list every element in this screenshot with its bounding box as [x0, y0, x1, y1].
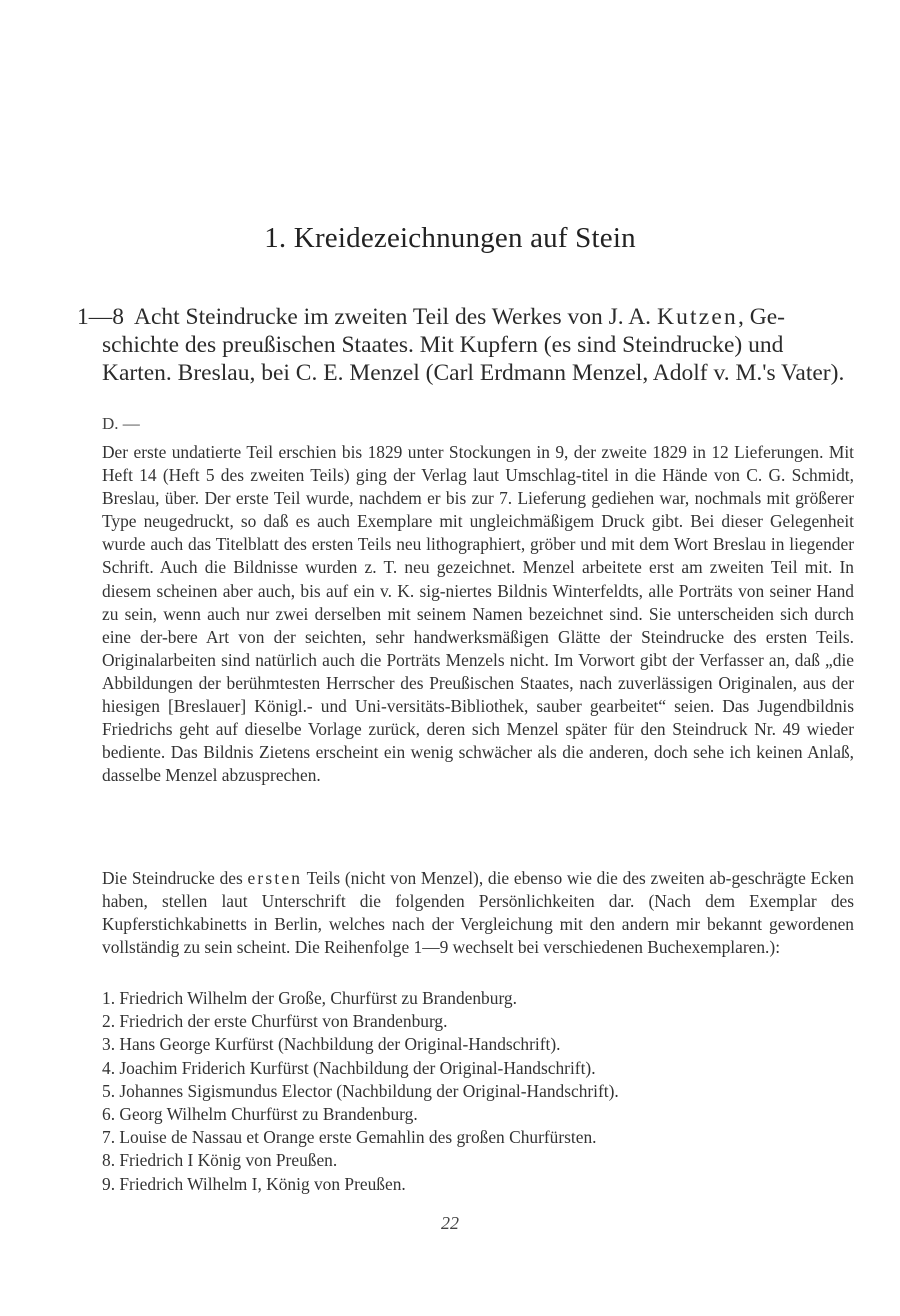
- paragraph-first-part-emphasis: ersten: [247, 868, 303, 888]
- entry-number: 1—8: [77, 304, 124, 330]
- list-item: 4. Joachim Friderich Kurfürst (Nachbildung der Original-Handschrift).: [102, 1057, 596, 1078]
- paragraph-first-part-pre: Die Steindrucke des: [102, 868, 248, 888]
- entry-first-line: [77, 303, 857, 331]
- list-item: 8. Friedrich I König von Preußen.: [102, 1150, 338, 1171]
- section-heading: 1. Kreidezeichnungen auf Stein: [264, 222, 636, 254]
- entry-title-start: Acht Steindrucke im zweiten Teil des Werkes von J. A.: [134, 304, 657, 330]
- paragraph-first-part: [102, 867, 854, 959]
- list-item: 2. Friedrich der erste Churfürst von Brandenburg.: [102, 1011, 448, 1032]
- paragraph-publication-history: Der erste undatierte Teil erschien bis 1829 unter Stockungen in 9, der zweite 1829 in 12 Lieferungen. Mit Heft 14 (Heft 5 des zweiten Teils) ging der Verlag laut Umschlag-titel in die Hände von C. G. Schmidt, Breslau, über. Der erste Teil wurde, nachdem er bis zur 7. Lieferung gediehen war, nochmals mit größerer Type neugedruckt, so daß es auch Exemplare mit ungleichmäßigem Druck gibt. Bei dieser Gelegenheit wurde auch das Titelblatt des ersten Teils neu lithographiert, gröber und mit dem Wort Breslau in liegender Schrift. Auch die Bildnisse wurden z. T. neu gezeichnet. Menzel arbeitete erst am zweiten Teil mit. In diesem scheinen aber auch, bis auf ein v. K. sig-niertes Bildnis Winterfeldts, alle Porträts von seiner Hand zu sein, wenn auch nur zwei derselben mit seinem Namen bezeichnet sind. Sie unterscheiden sich durch eine der-bere Art von der seichten, sehr handwerksmäßigen Glätte der Steindrucke des ersten Teils. Originalarbeiten sind natürlich auch die Porträts Menzels nicht. Im Vorwort gibt der Verfasser an, daß „die Abbildungen der berühmtesten Herrscher des Preußischen Staates, nach zuverlässigen Originalen, aus der hiesigen [Breslauer] Königl.- und Uni-versitäts-Bibliothek, sauber gearbeitet“ seien. Das Jugendbildnis Friedrichs geht auf dieselbe Vorlage zurück, deren sich Menzel später für den Steindruck Nr. 49 wieder bediente. Das Bildnis Zietens erscheint ein wenig schwächer als die anderen, doch sehe ich keinen Anlaß, dasselbe Menzel abzusprechen.: [102, 442, 854, 786]
- entry-title-continuation: schichte des preußischen Staates. Mit Kupfern (es sind Steindrucke) und Karten. Breslau, bei C. E. Menzel (Carl Erdmann Menzel, Adolf v. M.'s Vater).: [102, 332, 845, 386]
- entry-title-hyphen: , Ge-: [738, 304, 785, 330]
- list-item: 7. Louise de Nassau et Orange erste Gemahlin des großen Churfürsten.: [102, 1127, 597, 1148]
- paragraph-first-part-post: Teils (nicht von Menzel), die ebenso wie die des zweiten ab-geschrägte Ecken haben, stellen laut Unterschrift die folgenden Persönlichkeiten dar. (Nach dem Exemplar des Kupferstichkabinetts in Berlin, welches nach der Vergleichung mit den andern mir bekannt gewordenen vollständig zu sein scheint. Die Reihenfolge 1—9 wechselt bei verschiedenen Buchexemplaren.):: [102, 868, 854, 958]
- page-number: 22: [441, 1213, 459, 1233]
- entry-author: Kutzen: [656, 304, 738, 330]
- catalog-entry: [77, 303, 857, 387]
- d-mark: D. —: [102, 414, 140, 433]
- list-item: 5. Johannes Sigismundus Elector (Nachbildung der Original-Handschrift).: [102, 1080, 619, 1101]
- list-item: 1. Friedrich Wilhelm der Große, Churfürst zu Brandenburg.: [102, 988, 517, 1008]
- list-item: 3. Hans George Kurfürst (Nachbildung der Original-Handschrift).: [102, 1034, 561, 1055]
- portrait-list: [102, 987, 854, 1196]
- list-item: 9. Friedrich Wilhelm I, König von Preußen.: [102, 1173, 406, 1194]
- list-item: 6. Georg Wilhelm Churfürst zu Brandenburg.: [102, 1104, 418, 1125]
